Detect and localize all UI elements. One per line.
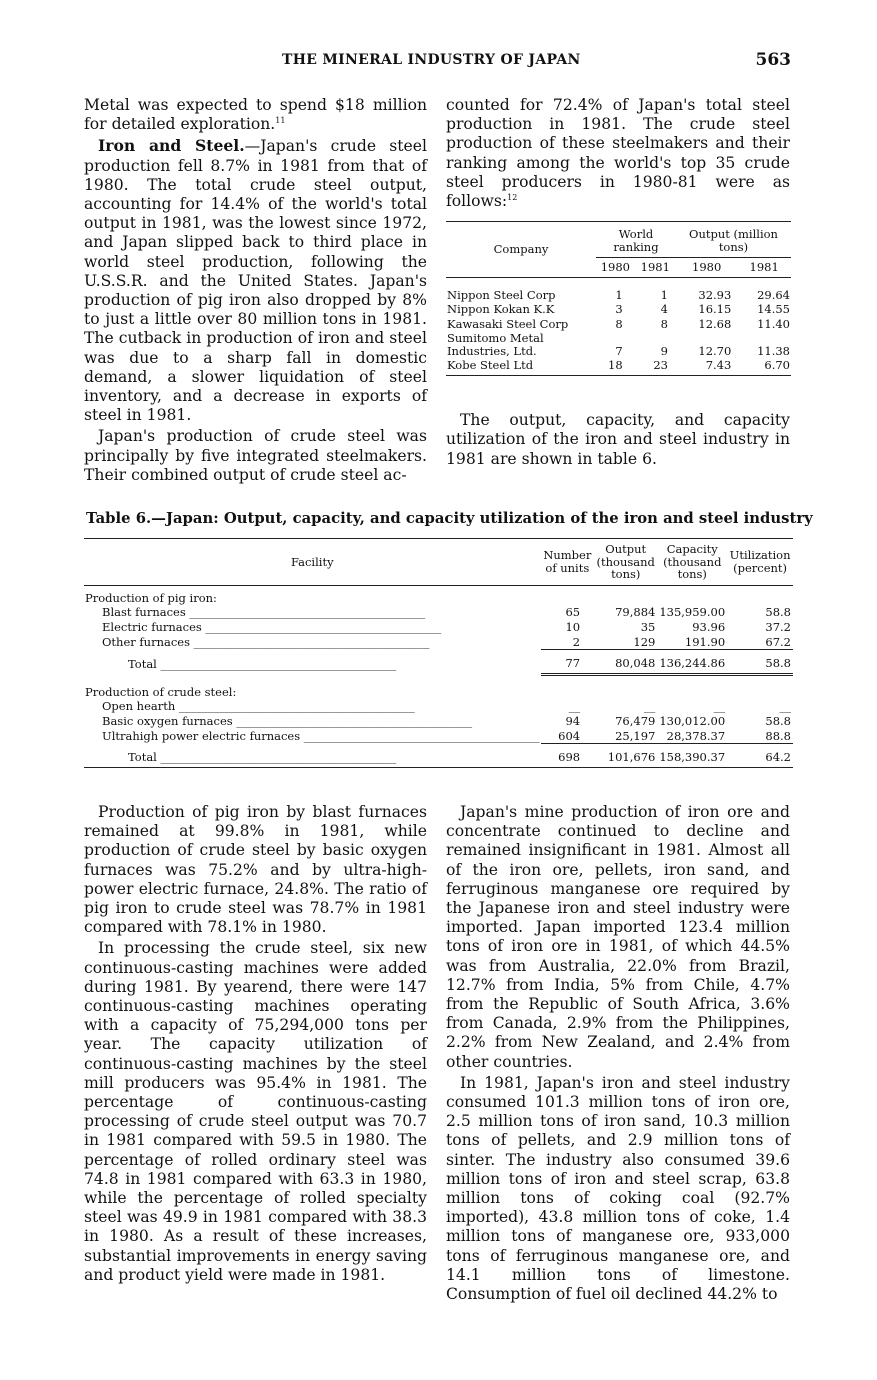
page-number: 563 [755, 50, 791, 70]
page-header [0, 52, 877, 74]
total-row: Total _________________________________________ 698 101,676 158,390.37 64.2 [84, 744, 793, 768]
table-row: Nippon Kokan K.K 3 4 16.15 14.55 [447, 302, 790, 316]
table-row: Ultrahigh power electric furnaces _________________________________________ 604 25,197 28,378.37 88.8 [102, 728, 791, 743]
table-row: Electric furnaces _________________________________________ 10 35 93.96 37.2 [102, 619, 791, 634]
year-header: 1981 [737, 258, 791, 278]
col-company: Company [446, 222, 596, 278]
year-header: 1980 [596, 258, 635, 278]
table-row: Sumitomo Metal Industries, Ltd. 7 9 12.70 11.38 [447, 331, 790, 358]
table-row: Basic oxygen furnaces _________________________________________ 94 76,479 130,012.00 58.8 [102, 713, 791, 728]
table-row: Kawasaki Steel Corp 8 8 12.68 11.40 [447, 316, 790, 331]
year-header: 1980 [676, 258, 737, 278]
footnote-ref: 12 [507, 192, 518, 202]
col-facility: Facility [84, 539, 541, 586]
paragraph: Japan's mine production of iron ore and concentrate continued to decline and remained insignificant in 1981. Almost all of the iron ore, pellets, iron sand, and ferruginous manganese ore required by the Japanese iron and steel industry were imported. Japan imported 123.4 million tons of iron ore in 1981, of which 44.5% was from Australia, 22.0% from Brazil, 12.7% from India, 5% from Chile, 4.7% from the Republic of South Africa, 3.6% from Canada, 2.9% from the Philippines, 2.2% from New Zealand, and 2.4% from other countries. [446, 803, 790, 1071]
col-output: Output (thousand tons) [594, 539, 657, 586]
table6-iron-steel-capacity [84, 538, 793, 768]
year-header: 1981 [635, 258, 676, 278]
steelmaker-ranking-table [446, 221, 791, 376]
table-row: Kobe Steel Ltd 18 23 7.43 6.70 [446, 358, 791, 375]
section-row: Production of crude steel: [85, 684, 237, 699]
paragraph: Japan's production of crude steel was principally by five integrated steelmakers. Their combined output of crude steel ac- [84, 427, 427, 484]
paragraph: Metal was expected to spend $18 million for detailed exploration.$^{11}$ [84, 96, 427, 134]
paragraph: Iron and Steel.—Japan's crude steel production fell 8.7% in 1981 from that of 1980. The total crude steel output, accounting for 14.4% of the world's total output in 1981, was the lowest since 1972, and Japan slipped back to third place in world steel production, following the U.S.S.R. and the United States. Japan's production of pig iron also dropped by 8% to just a little over 80 million tons in 1981. The cutback in production of iron and steel was due to a sharp fall in domestic demand, a slower liquidation of steel inventory, and a decrease in exports of steel in 1981. [84, 136, 427, 425]
col-units: Number of units [541, 539, 595, 586]
paragraph: counted for 72.4% of Japan's total steel production in 1981. The crude steel production of these steelmakers and their ranking among the world's top 35 crude steel producers in 1980-81 were as follows:$^{12}$ [446, 96, 790, 211]
section-heading: Iron and Steel. [98, 136, 245, 156]
bottom-right-column [446, 803, 790, 1304]
footnote-ref: 11 [275, 116, 286, 126]
section-row: Production of pig iron: [85, 590, 217, 605]
paragraph: Production of pig iron by blast furnaces remained at 99.8% in 1981, while production of crude steel by basic oxygen furnaces was 75.2% and by ultra-high-power electric furnace, 24.8%. The ratio of pig iron to crude steel was 78.7% in 1981 compared with 78.1% in 1980. [84, 803, 427, 937]
top-left-column [84, 96, 427, 485]
col-output: Output (million tons) [676, 222, 791, 258]
col-world-ranking: World ranking [596, 222, 676, 258]
paragraph: The output, capacity, and capacity utilization of the iron and steel industry in 1981 are shown in table 6. [446, 411, 790, 468]
col-utilization: Utilization (percent) [727, 539, 793, 586]
col-capacity: Capacity (thousand tons) [657, 539, 727, 586]
table-row: Nippon Steel Corp 1 1 32.93 29.64 [447, 287, 790, 302]
bottom-left-column [84, 803, 427, 1285]
table-row: Open hearth _________________________________________ __ __ __ __ [102, 699, 791, 714]
total-row: Total _________________________________________ 77 80,048 136,244.86 58.8 [84, 650, 793, 675]
paragraph: In processing the crude steel, six new continuous-casting machines were added during 1981. By yearend, there were 147 continuous-casting machines operating with a capacity of 75,294,000 tons per year. The capacity utilization of continuous-casting machines by the steel mill producers was 95.4% in 1981. The percentage of continuous-casting processing of crude steel output was 70.7 in 1981 compared with 59.5 in 1980. The percentage of rolled ordinary steel was 74.8 in 1981 compared with 63.3 in 1980, while the percentage of rolled specialty steel was 49.9 in 1981 compared with 38.3 in 1980. As a result of these increases, substantial improvements in energy saving and product yield were made in 1981. [84, 939, 427, 1284]
table-row: Blast furnaces _________________________________________ 65 79,884 135,959.00 58.8 [102, 605, 791, 620]
table-row: Other furnaces _________________________________________ 2 129 191.90 67.2 [102, 634, 791, 649]
table6-caption: Table 6.—Japan: Output, capacity, and capacity utilization of the iron and steel industry [86, 510, 813, 527]
paragraph: In 1981, Japan's iron and steel industry consumed 101.3 million tons of iron ore, 2.5 million tons of iron sand, 10.3 million tons of pellets, and 2.9 million tons of sinter. The industry also consumed 39.6 million tons of iron and steel scrap, 63.8 million tons of coking coal (92.7% imported), 43.8 million tons of coke, 1.4 million tons of manganese ore, 933,000 tons of ferruginous manganese ore, and 14.1 million tons of limestone. Consumption of fuel oil declined 44.2% to [446, 1073, 790, 1304]
running-head: THE MINERAL INDUSTRY OF JAPAN [282, 52, 581, 68]
